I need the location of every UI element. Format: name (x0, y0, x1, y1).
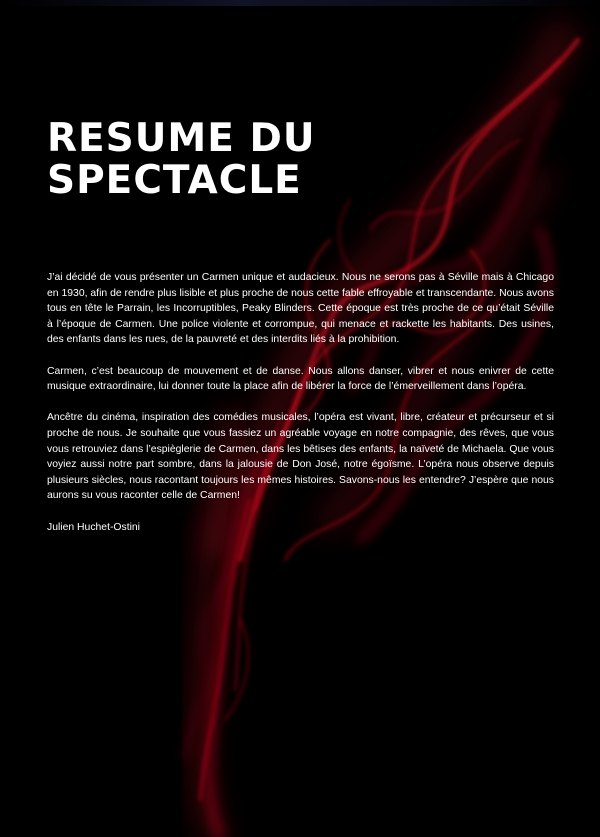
title-line-1: RESUME DU (47, 116, 316, 161)
title-line-2: SPECTACLE (47, 158, 302, 203)
author-signature: Julien Huchet-Ostini (47, 521, 140, 533)
paragraph: Ancêtre du cinéma, inspiration des comédies musicales, l’opéra est vivant, libre, créateur et précurseur et si proche de nous. Je souhaite que vous fassiez un agréable voyage en notre compagnie, des rêves, que vous vous retrouviez dans l’espièglerie de Carmen, dans les bêtises des enfants, la naïveté de Michaela. Que vous voyiez aussi notre part sombre, dans la jalousie de Don José, notre égoïsme. L’opéra nous observe depuis plusieurs siècles, nous racontant toujours les mêmes histoires. Savons-nous les entendre? J’espère que nous aurons su vous raconter celle de Carmen! (47, 412, 554, 502)
page-title (47, 118, 407, 202)
paragraph: Carmen, c’est beaucoup de mouvement et de danse. Nous allons danser, vibrer et nous enivrer de cette musique extraordinaire, lui donner toute la place afin de libérer la force de l’émerveillement dans l’opéra. (47, 365, 554, 393)
summary-body (47, 270, 554, 551)
paragraph: J’ai décidé de vous présenter un Carmen unique et audacieux. Nous ne serons pas à Séville mais à Chicago en 1930, afin de rendre plus lisible et plus proche de nous cette fable effroyable et transcendante. Nous avons tous en tête le Parrain, les Incorruptibles, Peaky Blinders. Cette époque est très proche de ce qu’était Séville à l’époque de Carmen. Une police violente et corrompue, qui menace et rackette les habitants. Des usines, des enfants dans les rues, de la pauvreté et des interdits liés à la prohibition. (47, 272, 554, 346)
